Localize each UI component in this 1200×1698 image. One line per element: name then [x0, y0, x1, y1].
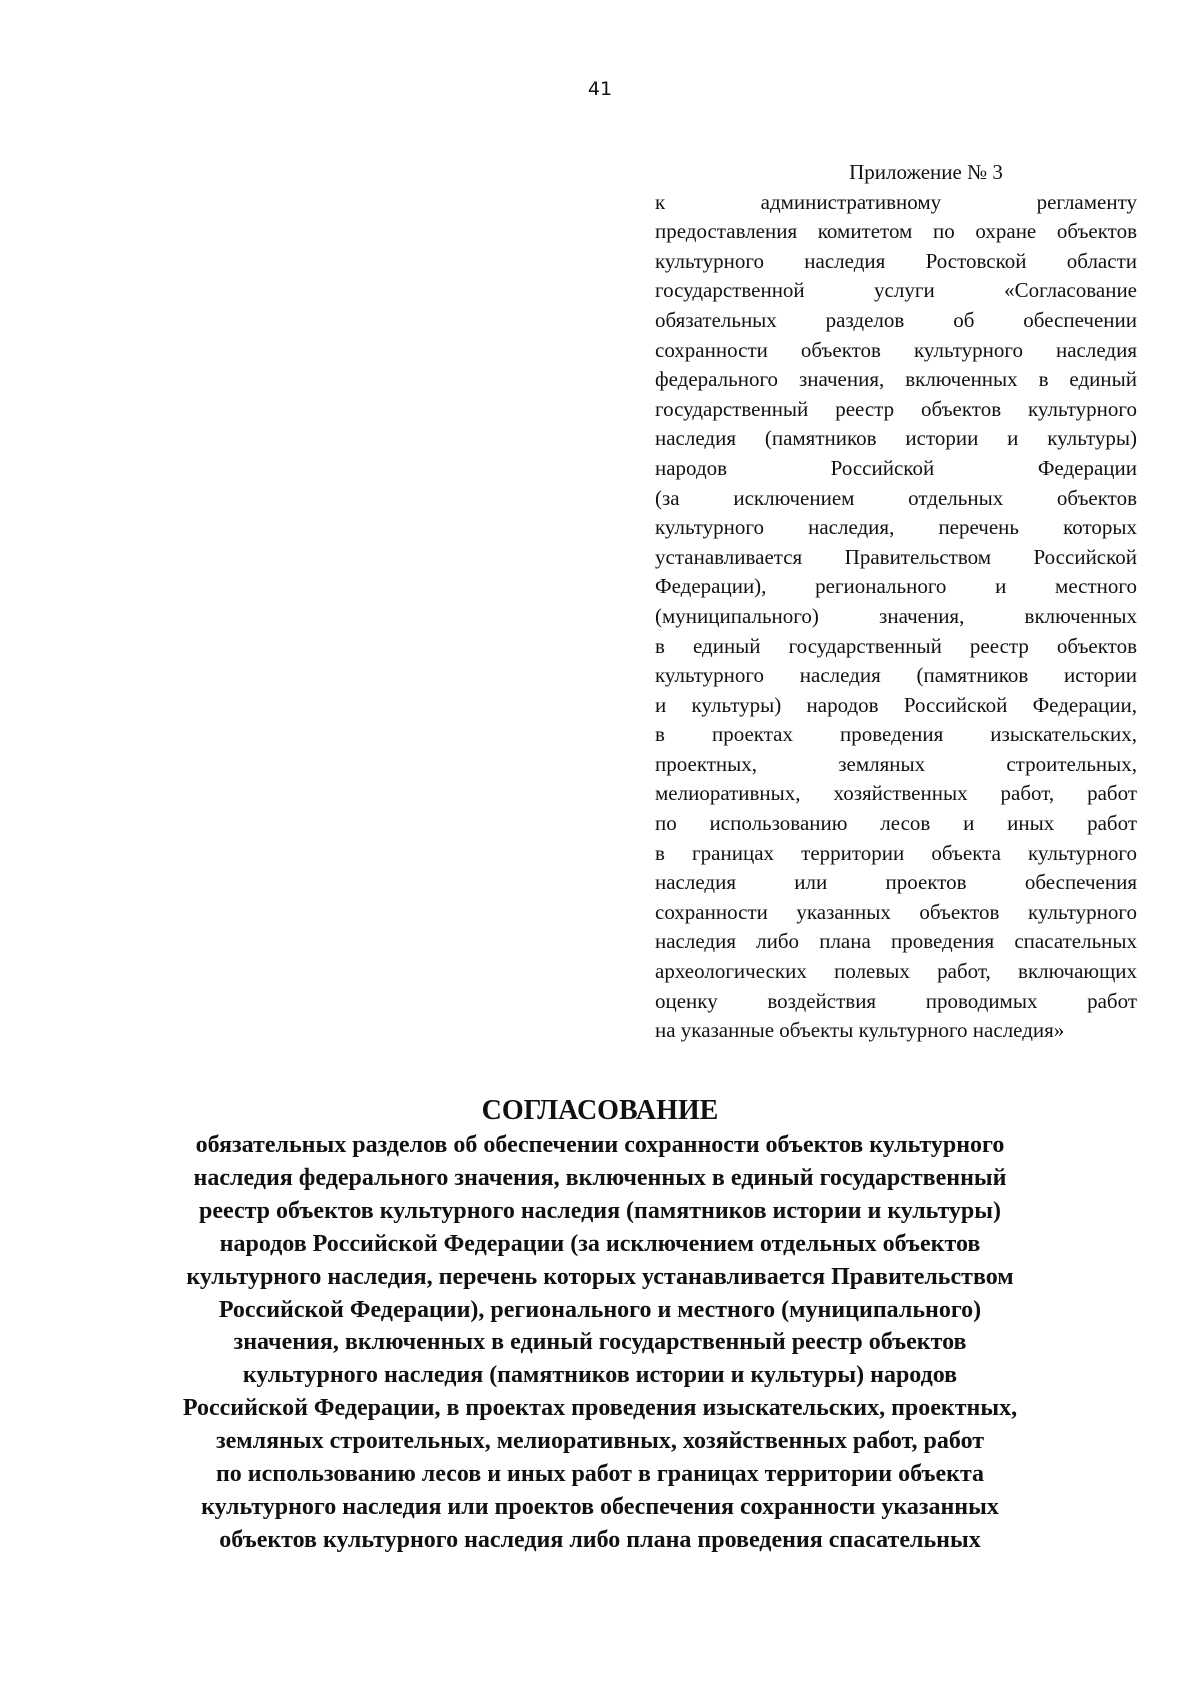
subject-line: по использованию лесов и иных работ в границах территории объекта [215, 1461, 985, 1488]
subject-line: культурного наследия, перечень которых устанавливается Правительством [186, 1263, 1014, 1290]
appendix-line: сохранности указанных объектов культурного [655, 899, 1137, 924]
appendix-line: в единый государственный реестр объектов [655, 633, 1137, 658]
appendix-line: наследия или проектов обеспечения [655, 870, 1137, 895]
page-number: 41 [587, 78, 613, 100]
appendix-line: (за исключением отдельных объектов [655, 485, 1137, 510]
subject-line: земляных строительных, мелиоративных, хозяйственных работ, работ [215, 1428, 985, 1455]
appendix-line: по использованию лесов и иных работ [655, 811, 1137, 836]
appendix-line: в границах территории объекта культурного [655, 840, 1137, 865]
appendix-line: Федерации), регионального и местного [655, 574, 1137, 599]
document-heading: СОГЛАСОВАНИЕ [481, 1095, 719, 1126]
appendix-line: предоставления комитетом по охране объектов [655, 219, 1137, 244]
appendix-line: в проектах проведения изыскательских, [655, 722, 1137, 747]
appendix-title: Приложение № 3 [849, 160, 1003, 184]
appendix-line: (муниципального) значения, включенных [655, 603, 1137, 628]
appendix-line: культурного наследия Ростовской области [655, 248, 1137, 273]
appendix-block [655, 158, 1137, 1046]
appendix-line: и культуры) народов Российской Федерации, [655, 692, 1137, 717]
subject-line: культурного наследия (памятников истории и культуры) народов [242, 1362, 958, 1389]
appendix-line: проектных, земляных строительных, [655, 751, 1137, 776]
appendix-line: на указанные объекты культурного наследия» [655, 1018, 1065, 1043]
subject-line: Российской Федерации, в проектах проведения изыскательских, проектных, [182, 1395, 1018, 1422]
subject-line: реестр объектов культурного наследия (памятников истории и культуры) [199, 1197, 1001, 1224]
subject-line: обязательных разделов об обеспечении сохранности объектов культурного [195, 1132, 1005, 1158]
appendix-line: государственной услуги «Согласование [655, 278, 1137, 303]
subject-line: народов Российской Федерации (за исключением отдельных объектов [219, 1230, 981, 1257]
appendix-line: сохранности объектов культурного наследия [655, 337, 1137, 362]
appendix-line: культурного наследия, перечень которых [655, 515, 1137, 540]
appendix-line: обязательных разделов об обеспечении [655, 307, 1137, 332]
appendix-line: государственный реестр объектов культурного [655, 396, 1137, 421]
document-subject [100, 1129, 1100, 1557]
appendix-line: федерального значения, включенных в единый [655, 367, 1137, 392]
appendix-line: оценку воздействия проводимых работ [655, 988, 1137, 1013]
appendix-line: народов Российской Федерации [655, 455, 1137, 480]
appendix-line: наследия (памятников истории и культуры) [655, 426, 1137, 451]
appendix-line: наследия либо плана проведения спасательных [655, 929, 1137, 954]
appendix-line: археологических полевых работ, включающих [655, 959, 1137, 984]
appendix-line: к административному регламенту [655, 189, 1137, 214]
subject-line: значения, включенных в единый государственный реестр объектов [233, 1329, 967, 1356]
appendix-line: культурного наследия (памятников истории [655, 663, 1137, 688]
appendix-line: устанавливается Правительством Российской [655, 544, 1137, 569]
appendix-line: мелиоративных, хозяйственных работ, работ [655, 781, 1137, 806]
subject-line: наследия федерального значения, включенных в единый государственный [193, 1164, 1007, 1191]
subject-line: объектов культурного наследия либо плана проведения спасательных [219, 1526, 981, 1553]
subject-line: культурного наследия или проектов обеспечения сохранности указанных [201, 1493, 999, 1520]
subject-line: Российской Федерации), регионального и местного (муниципального) [218, 1296, 982, 1323]
